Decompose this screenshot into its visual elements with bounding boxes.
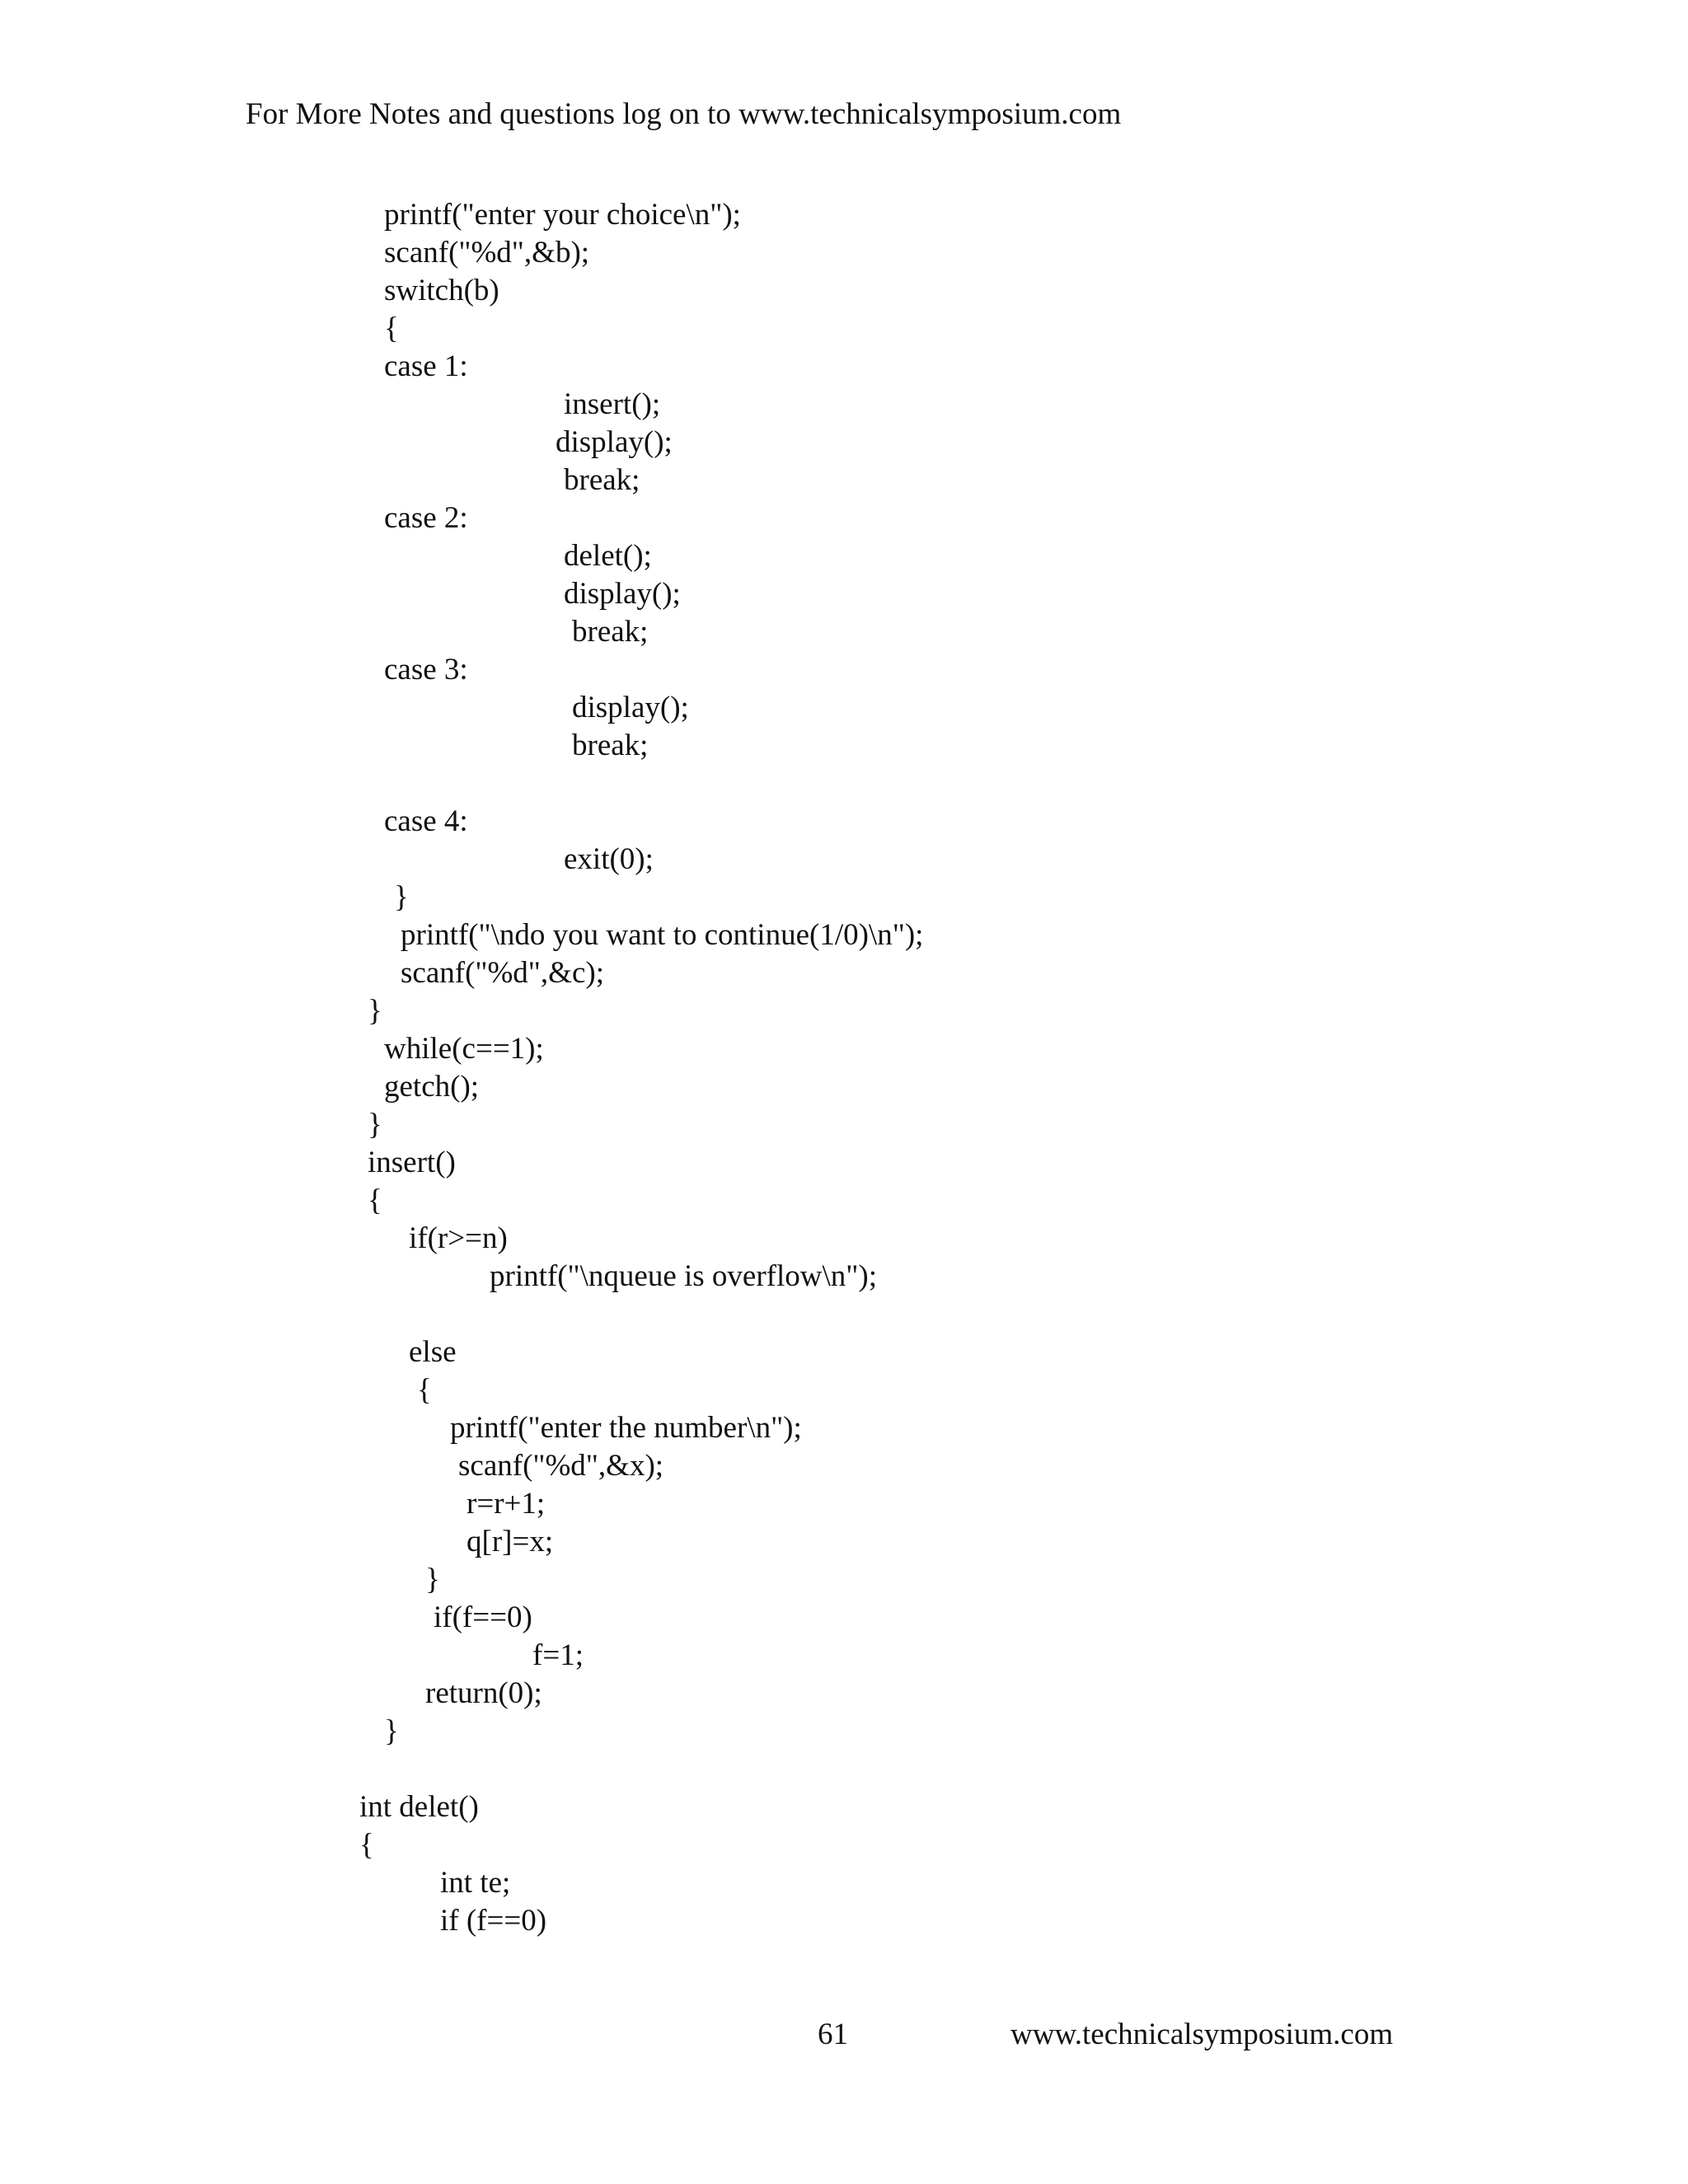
code-line: while(c==1); [384,1032,544,1066]
code-line: r=r+1; [467,1487,546,1521]
code-line: display(); [564,577,681,611]
code-line: getch(); [384,1070,480,1104]
page-header: For More Notes and questions log on to www.technicalsymposium.com [246,97,1122,131]
code-line: break; [564,463,640,497]
code-line: { [417,1373,432,1407]
code-line: } [394,880,409,914]
code-line: scanf("%d",&b); [384,236,590,269]
code-line: delet(); [564,539,652,573]
code-line: insert(); [564,387,661,421]
code-line: break; [572,615,649,649]
code-line: if(r>=n) [409,1221,508,1255]
code-line: break; [572,729,649,762]
code-line: scanf("%d",&c); [401,956,604,990]
code-line: printf("\ndo you want to continue(1/0)\n"); [401,918,924,952]
code-line: { [359,1828,374,1862]
code-line: printf("enter your choice\n"); [384,198,741,232]
code-line: } [384,1714,399,1748]
code-line: { [368,1183,382,1217]
code-line: scanf("%d",&x); [458,1449,664,1483]
code-line: case 4: [384,804,468,838]
code-line: int delet() [359,1790,479,1824]
code-line: insert() [368,1146,456,1179]
code-line: case 2: [384,501,468,535]
page-number: 61 [818,2018,848,2051]
code-line: case 3: [384,653,468,687]
code-line: display(); [572,691,689,724]
code-line: } [368,1108,382,1141]
code-line: int te; [440,1866,511,1900]
code-line: } [368,994,382,1028]
footer-url: www.technicalsymposium.com [1010,2018,1394,2051]
code-line: printf("enter the number\n"); [450,1411,802,1445]
code-line: printf("\nqueue is overflow\n"); [490,1259,877,1293]
code-line: f=1; [532,1638,584,1672]
code-line: display(); [556,425,673,459]
code-line: } [425,1563,440,1596]
code-line: return(0); [425,1676,542,1710]
code-line: else [409,1335,457,1369]
code-line: exit(0); [564,842,654,876]
code-line: switch(b) [384,274,499,307]
code-line: if (f==0) [440,1904,547,1938]
code-line: case 1: [384,349,468,383]
code-line: if(f==0) [434,1601,532,1634]
code-line: q[r]=x; [467,1525,554,1558]
code-line: { [384,312,399,345]
